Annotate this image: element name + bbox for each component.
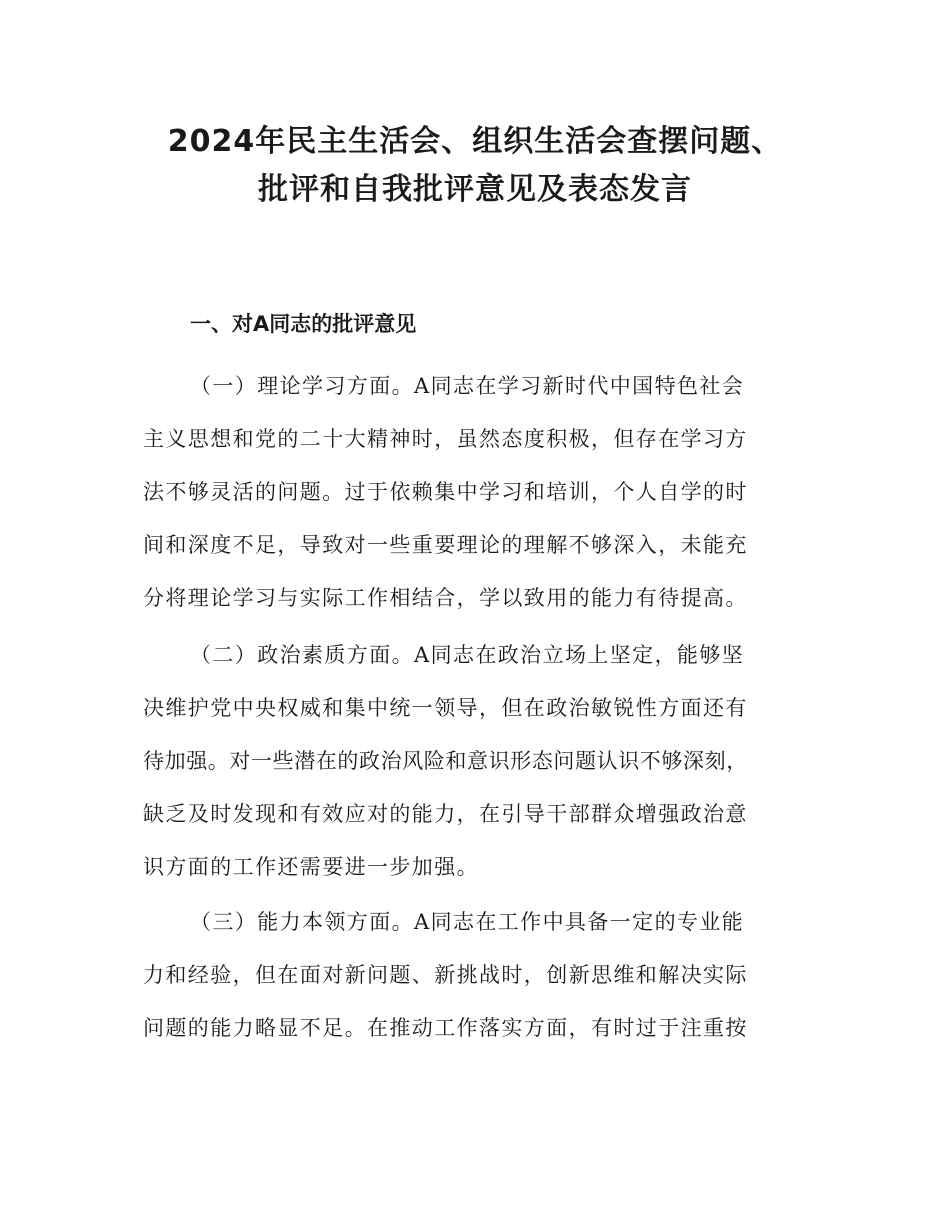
- paragraph-3-line-3: 问题的能力略显不足。在推动工作落实方面，有时过于注重按: [143, 1016, 748, 1040]
- paragraph-2-line-2: 决维护党中央权威和集中统一领导，但在政治敏锐性方面还有: [143, 696, 748, 720]
- paragraph-1-line-5: 分将理论学习与实际工作相结合，学以致用的能力有待提高。: [143, 586, 748, 610]
- paragraph-2-line-1: （二）政治素质方面。A同志在政治立场上坚定，能够坚: [190, 643, 745, 667]
- paragraph-2-line-4: 缺乏及时发现和有效应对的能力，在引导干部群众增强政治意: [143, 802, 748, 826]
- section-heading: 一、对A同志的批评意见: [190, 312, 417, 336]
- document-title-line-2: 批评和自我批评意见及表态发言: [258, 172, 692, 207]
- paragraph-2-line-5: 识方面的工作还需要进一步加强。: [143, 855, 479, 879]
- paragraph-1-line-3: 法不够灵活的问题。过于依赖集中学习和培训，个人自学的时: [143, 480, 748, 504]
- document-title-line-1: 2024年民主生活会、组织生活会查摆问题、: [167, 124, 783, 159]
- paragraph-3-line-2: 力和经验，但在面对新问题、新挑战时，创新思维和解决实际: [143, 963, 748, 987]
- paragraph-3-line-1: （三）能力本领方面。A同志在工作中具备一定的专业能: [190, 910, 745, 934]
- paragraph-2-line-3: 待加强。对一些潜在的政治风险和意识形态问题认识不够深刻，: [143, 749, 748, 773]
- paragraph-1-line-1: （一）理论学习方面。A同志在学习新时代中国特色社会: [190, 374, 745, 398]
- paragraph-1-line-4: 间和深度不足，导致对一些重要理论的理解不够深入，未能充: [143, 533, 748, 557]
- paragraph-1-line-2: 主义思想和党的二十大精神时，虽然态度积极，但存在学习方: [143, 427, 748, 451]
